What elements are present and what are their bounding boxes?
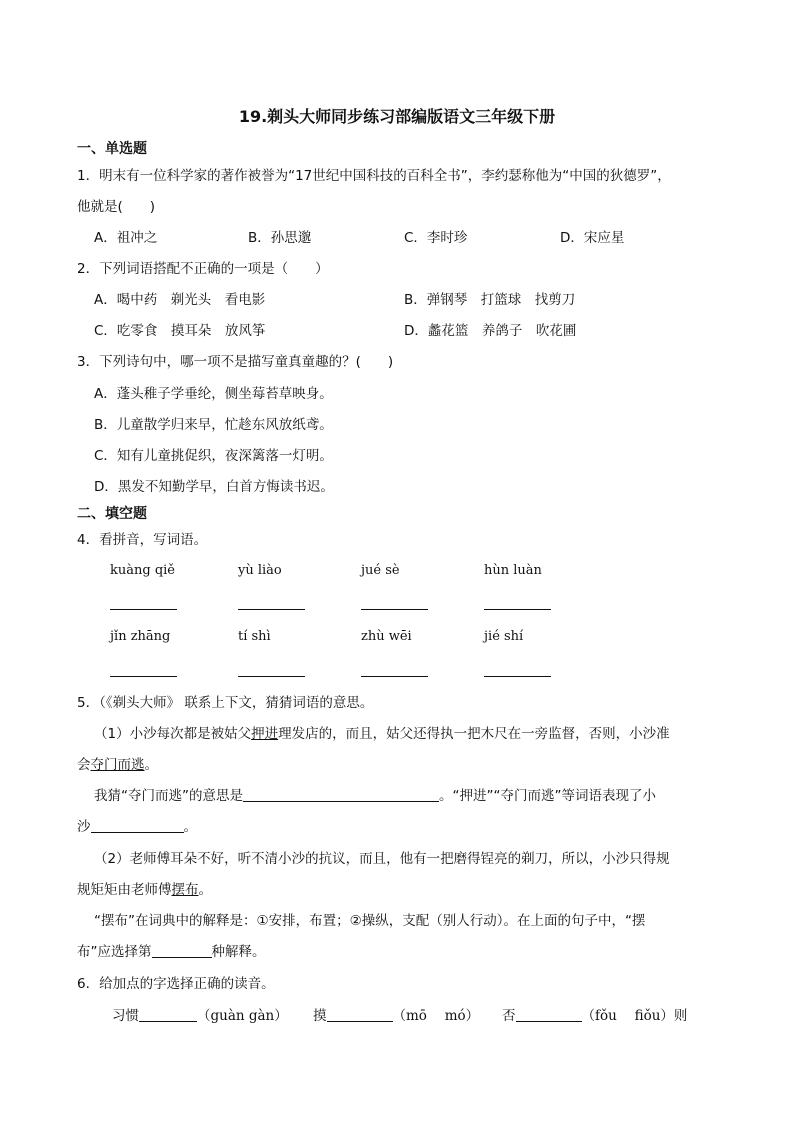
q4-stem: 4．看拼音，写词语。 [77, 532, 208, 548]
q2-option-a[interactable]: A．喝中药 剃光头 看电影 [94, 292, 266, 308]
q6-item-guan [112, 1007, 288, 1025]
q1-stem-line1: 1．明末有一位科学家的著作被誉为“17世纪中国科技的百科全书”，李约瑟称他为“中国的狄德罗”， [77, 168, 671, 184]
q5-underlined-word-baibu: 摆布 [171, 882, 199, 898]
q5-passage1-text-a: （1）小沙每次都是被姑父 [94, 726, 252, 742]
q5-underlined-word-duomen: 夺门而逃 [90, 757, 145, 773]
q5-guess-sha: 沙 [77, 819, 91, 835]
q1-option-d[interactable]: D．宋应星 [560, 230, 625, 246]
q4-answer-blank-8[interactable] [484, 676, 551, 677]
q2-option-d[interactable]: D．蠡花篮 养鸽子 吹花圃 [404, 323, 577, 339]
q6-options-1: （guàn gàn） [197, 1008, 288, 1024]
q5-passage1-line2 [77, 756, 158, 774]
q5-passage1-text-f: 。 [144, 757, 158, 773]
q5-guess-prompt: 我猜“夺门而逃”的意思是 [94, 788, 243, 804]
q5-passage2-line1: （2）老师傅耳朵不好，听不清小沙的抗议，而且，他有一把磨得锃亮的剃刀，所以，小沙只得规 [94, 851, 670, 867]
q1-option-b[interactable]: B．孙思邈 [248, 230, 312, 246]
q4-answer-blank-3[interactable] [361, 609, 428, 610]
q5-definition-line1: “摆布”在词典中的解释是：①安排，布置；②操纵，支配（别人行动）。在上面的句子中，“摆 [94, 913, 646, 929]
q5-definition-choose: 布”应选择第 [77, 944, 152, 960]
q6-blank-2[interactable] [327, 1007, 393, 1022]
q4-pinyin-5: jǐn zhāng [110, 629, 171, 644]
q3-option-d[interactable]: D．黑发不知勤学早，白首方悔读书迟。 [94, 479, 334, 495]
q2-option-c[interactable]: C．吃零食 摸耳朵 放风筝 [94, 323, 266, 339]
q5-definition-end: 种解释。 [211, 944, 266, 960]
q1-option-a[interactable]: A．祖冲之 [94, 230, 158, 246]
q4-pinyin-7: zhù wēi [361, 629, 412, 644]
q6-blank-3[interactable] [516, 1007, 582, 1022]
q5-trait-blank[interactable] [91, 818, 184, 833]
q5-guess-line [94, 787, 656, 805]
q5-passage2-text-d: 。 [198, 882, 212, 898]
q4-pinyin-8: jié shí [484, 629, 524, 644]
q6-options-3: （fǒu fiǒu）则 [581, 1008, 688, 1024]
q4-answer-blank-1[interactable] [110, 609, 177, 610]
q4-pinyin-1: kuàng qiě [110, 563, 175, 578]
q5-definition-blank[interactable] [152, 943, 212, 958]
q4-answer-blank-4[interactable] [484, 609, 551, 610]
q6-word-3: 否 [502, 1008, 516, 1024]
q5-passage1-line1 [94, 725, 670, 743]
q3-stem: 3．下列诗句中，哪一项不是描写童真童趣的？( ) [77, 354, 394, 370]
q4-answer-blank-5[interactable] [110, 676, 177, 677]
q6-item-mo [313, 1007, 479, 1025]
q6-stem: 6．给加点的字选择正确的读音。 [77, 976, 275, 992]
q4-answer-blank-6[interactable] [238, 676, 305, 677]
q5-guess-blank[interactable] [243, 787, 439, 802]
q6-blank-1[interactable] [139, 1007, 197, 1022]
q3-option-b[interactable]: B．儿童散学归来早，忙趁东风放纸鸢。 [94, 417, 333, 433]
q6-options-2: （mō mó） [392, 1008, 480, 1024]
q5-guess-line2 [77, 818, 197, 836]
page-title: 19.剃头大师同步练习部编版语文三年级下册 [238, 107, 556, 126]
q3-option-c[interactable]: C．知有儿童挑促织，夜深篱落一灯明。 [94, 448, 333, 464]
section-heading-single-choice: 一、单选题 [77, 141, 147, 157]
q6-word-1: 习惯 [112, 1008, 139, 1024]
q4-pinyin-2: yù liào [238, 563, 282, 578]
q3-option-a[interactable]: A．蓬头稚子学垂纶，侧坐莓苔草映身。 [94, 386, 333, 402]
q5-passage1-text-d: 会 [77, 757, 91, 773]
q4-answer-blank-2[interactable] [238, 609, 305, 610]
q5-guess-end: 。 [183, 819, 197, 835]
q1-option-c[interactable]: C．李时珍 [404, 230, 468, 246]
q5-passage2-line2 [77, 881, 212, 899]
q1-stem-line2: 他就是( ) [77, 199, 156, 215]
q6-word-2: 摸 [313, 1008, 327, 1024]
q5-guess-followup: 。“押进”“夺门而逃”等词语表现了小 [439, 788, 656, 804]
q4-pinyin-4: hùn luàn [484, 563, 542, 578]
section-heading-fill-blank: 二、填空题 [77, 506, 147, 522]
q5-passage1-text-c: 理发店的，而且，姑父还得执一把木尺在一旁监督，否则，小沙准 [278, 726, 670, 742]
q4-answer-blank-7[interactable] [361, 676, 428, 677]
q2-stem: 2．下列词语搭配不正确的一项是（ ） [77, 261, 329, 277]
q2-option-b[interactable]: B．弹钢琴 打篮球 找剪刀 [404, 292, 576, 308]
q4-pinyin-6: tí shì [238, 629, 271, 644]
q5-underlined-word-yajin: 押进 [251, 726, 279, 742]
q5-passage2-text-b: 规矩矩由老师傅 [77, 882, 172, 898]
q6-item-fou [502, 1007, 687, 1025]
q4-pinyin-3: jué sè [361, 563, 400, 578]
q5-definition-line2 [77, 943, 266, 961]
q5-stem: 5．（《剃头大师》 联系上下文，猜猜词语的意思。 [77, 695, 374, 711]
